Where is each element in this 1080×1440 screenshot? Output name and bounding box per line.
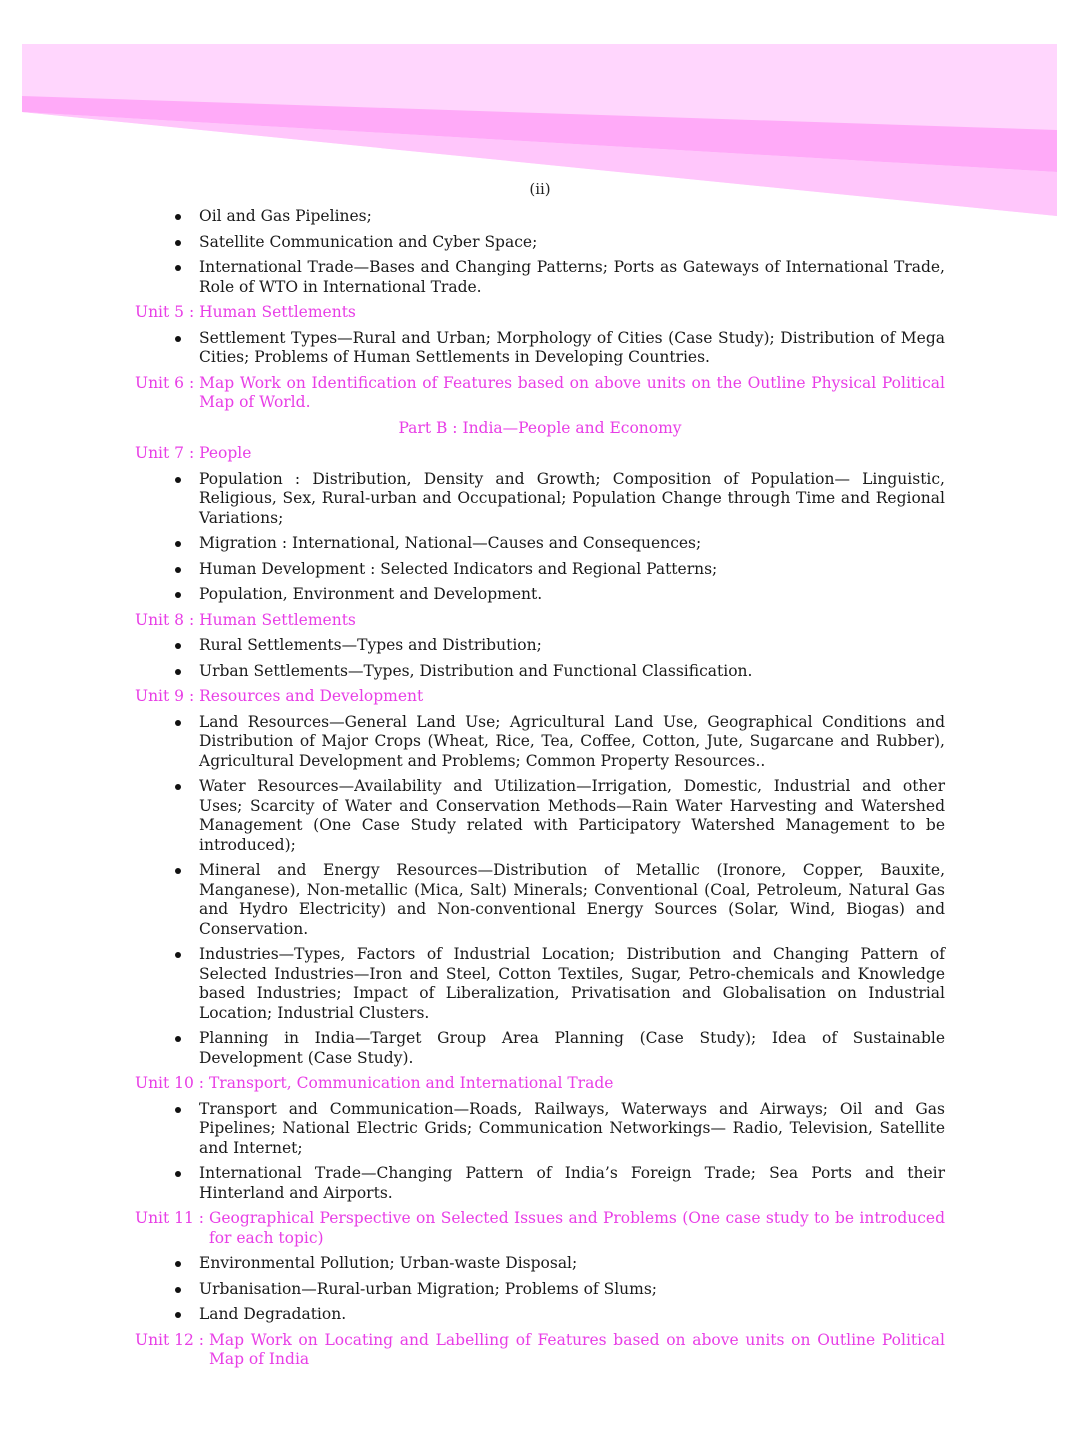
list-item: Settlement Types—Rural and Urban; Morphology of Cities (Case Study); Distribution of Mega Cities; Problems of Human Settlements in Developing Countries.	[135, 329, 945, 368]
list-item: Migration : International, National—Causes and Consequences;	[135, 534, 945, 554]
unit-label: Unit 11 :	[135, 1209, 209, 1227]
list-item: Urban Settlements—Types, Distribution and Functional Classification.	[135, 662, 945, 682]
list-item: Land Degradation.	[135, 1305, 945, 1325]
list-item: Population, Environment and Development.	[135, 585, 945, 605]
list-item: Oil and Gas Pipelines;	[135, 207, 945, 227]
unit-10-list	[135, 1100, 945, 1204]
unit-5-heading	[135, 303, 945, 323]
list-item: Industries—Types, Factors of Industrial Location; Distribution and Changing Pattern of Selected Industries—Iron and Steel, Cotton Textiles, Sugar, Petro-chemicals and Knowledge based Industries; Impact of Liberalization, Privatisation and Globalisation on Industrial Location; Industrial Clusters.	[135, 945, 945, 1023]
page-number: (ii)	[529, 180, 551, 198]
list-item: Satellite Communication and Cyber Space;	[135, 233, 945, 253]
unit-10-heading	[135, 1074, 945, 1094]
unit-6-heading	[135, 374, 945, 413]
unit-label: Unit 5 :	[135, 303, 200, 321]
unit-label: Unit 8 :	[135, 610, 200, 629]
part-b-heading: Part B : India—People and Economy	[398, 418, 682, 437]
unit-title: Geographical Perspective on Selected Issues and Problems (One case study to be introduced for each topic)	[208, 1209, 945, 1247]
unit-label: Unit 6 :	[135, 373, 200, 392]
unit-7-heading	[135, 444, 945, 464]
unit-7-list	[135, 470, 945, 605]
unit-title: Map Work on Identification of Features based on above units on the Outline Physical Political Map of World.	[199, 373, 945, 411]
unit-label: Unit 10 :	[135, 1074, 209, 1092]
unit-title: People	[199, 444, 252, 462]
syllabus-content	[135, 207, 945, 1376]
list-item: Human Development : Selected Indicators and Regional Patterns;	[135, 560, 945, 580]
unit-11-list	[135, 1254, 945, 1325]
list-item: Environmental Pollution; Urban-waste Disposal;	[135, 1254, 945, 1274]
unit-label: Unit 9 :	[135, 687, 200, 705]
list-item: Population : Distribution, Density and Growth; Composition of Population— Linguistic, Religious, Sex, Rural-urban and Occupational; Population Change through Time and Regional Variations;	[135, 470, 945, 529]
list-item: Planning in India—Target Group Area Planning (Case Study); Idea of Sustainable Development (Case Study).	[135, 1029, 945, 1068]
list-item: International Trade—Bases and Changing Patterns; Ports as Gateways of International Trade, Role of WTO in International Trade.	[135, 258, 945, 297]
unit-title: Transport, Communication and International Trade	[208, 1074, 614, 1092]
unit-9-heading	[135, 687, 945, 707]
top-list	[135, 207, 945, 297]
unit-5-list	[135, 329, 945, 368]
unit-8-list	[135, 636, 945, 681]
unit-title: Human Settlements	[199, 610, 356, 629]
unit-label: Unit 12 :	[135, 1330, 209, 1349]
unit-title: Map Work on Locating and Labelling of Features based on above units on Outline Political Map of India	[208, 1330, 945, 1368]
list-item: Urbanisation—Rural-urban Migration; Problems of Slums;	[135, 1280, 945, 1300]
list-item: Rural Settlements—Types and Distribution;	[135, 636, 945, 656]
list-item: Water Resources—Availability and Utilization—Irrigation, Domestic, Industrial and other Uses; Scarcity of Water and Conservation Methods—Rain Water Harvesting and Watershed Management (One Case Study related with Participatory Watershed Management to be introduced);	[135, 777, 945, 855]
list-item: Land Resources—General Land Use; Agricultural Land Use, Geographical Conditions and Distribution of Major Crops (Wheat, Rice, Tea, Coffee, Cotton, Jute, Sugarcane and Rubber), Agricultural Development and Problems; Common Property Resources..	[135, 713, 945, 772]
unit-9-list	[135, 713, 945, 1069]
unit-8-heading	[135, 611, 945, 631]
list-item: Mineral and Energy Resources—Distribution of Metallic (Ironore, Copper, Bauxite, Manganese), Non-metallic (Mica, Salt) Minerals; Conventional (Coal, Petroleum, Natural Gas and Hydro Electricity) and Non-conventional Energy Sources (Solar, Wind, Biogas) and Conservation.	[135, 861, 945, 939]
list-item: Transport and Communication—Roads, Railways, Waterways and Airways; Oil and Gas Pipelines; National Electric Grids; Communication Networkings— Radio, Television, Satellite and Internet;	[135, 1100, 945, 1159]
unit-label: Unit 7 :	[135, 444, 200, 462]
unit-11-heading	[135, 1209, 945, 1248]
unit-12-heading	[135, 1331, 945, 1370]
unit-title: Human Settlements	[199, 303, 356, 321]
unit-title: Resources and Development	[199, 687, 424, 705]
list-item: International Trade—Changing Pattern of India’s Foreign Trade; Sea Ports and their Hinterland and Airports.	[135, 1164, 945, 1203]
